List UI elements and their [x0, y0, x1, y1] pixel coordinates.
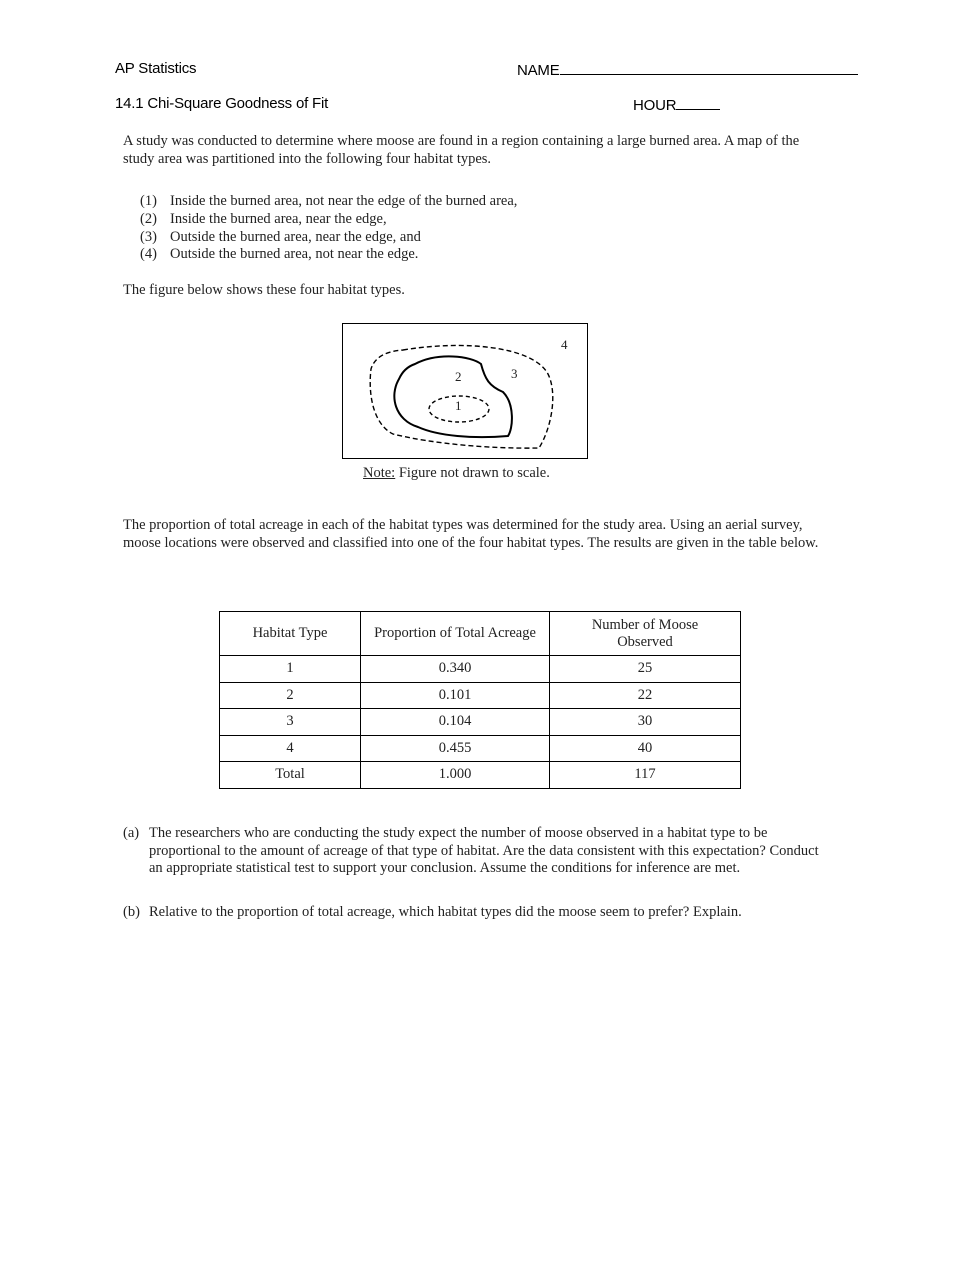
note-text: Figure not drawn to scale.	[398, 465, 550, 481]
question-a	[123, 825, 823, 878]
table-row: 4 0.455 40	[220, 735, 741, 762]
habitat-table	[219, 611, 741, 789]
label-region-2: 2	[455, 369, 462, 384]
question-a-tag: (a)	[123, 825, 140, 841]
label-region-3: 3	[511, 366, 518, 381]
hour-blank-line[interactable]	[676, 95, 720, 110]
intro-paragraph: A study was conducted to determine where moose are found in a region containing a large burned area. A map of the study area was partitioned into the following four habitat types.	[123, 133, 800, 167]
habitat-figure	[342, 323, 588, 459]
hour-label: HOUR	[633, 97, 677, 114]
name-blank-line[interactable]	[560, 60, 858, 75]
hour-field[interactable]	[633, 95, 720, 114]
table-row: 2 0.101 22	[220, 682, 741, 709]
list-item: (3) Outside the burned area, near the edge, and	[140, 228, 421, 245]
question-b-tag: (b)	[123, 904, 140, 920]
name-field[interactable]	[517, 60, 858, 79]
lesson-title: 14.1 Chi-Square Goodness of Fit	[115, 95, 329, 112]
figure-intro: The figure below shows these four habitat types.	[123, 282, 405, 298]
question-b	[123, 904, 823, 922]
question-b-text: Relative to the proportion of total acreage, which habitat types did the moose seem to prefer? Explain.	[149, 904, 742, 920]
header-proportion: Proportion of Total Acreage	[361, 612, 550, 656]
name-label: NAME	[517, 62, 560, 79]
habitat-list	[140, 193, 517, 264]
list-item: (4) Outside the burned area, not near the edge.	[140, 246, 419, 263]
header-habitat-type: Habitat Type	[220, 612, 361, 656]
table-header-row	[220, 612, 741, 656]
header-moose-observed: Number of Moose Observed	[550, 612, 741, 656]
habitat-map	[343, 324, 589, 460]
list-item: (1) Inside the burned area, not near the edge of the burned area,	[140, 193, 518, 209]
table-total-row: Total 1.000 117	[220, 762, 741, 789]
table-row: 3 0.104 30	[220, 709, 741, 736]
question-a-text: The researchers who are conducting the study expect the number of moose observed in a habitat type to be proportional to the amount of acreage of that type of habitat. Are the data consistent with this expectation? Conduct an appropriate statistical test to support your conclusion. Assume the conditions for inference are met.	[149, 825, 819, 876]
table-row: 1 0.340 25	[220, 656, 741, 683]
label-region-4: 4	[561, 337, 568, 352]
label-region-1: 1	[455, 398, 462, 413]
outer-dashed-boundary	[370, 345, 553, 448]
note-label: Note:	[363, 465, 396, 481]
course-title: AP Statistics	[115, 60, 197, 77]
table-intro: The proportion of total acreage in each of the habitat types was determined for the study area. Using an aerial survey, moose locations were observed and classified into one of the four habitat types. The results are given in the table below.	[123, 517, 819, 551]
figure-note	[363, 465, 550, 482]
list-item: (2) Inside the burned area, near the edge,	[140, 210, 387, 227]
